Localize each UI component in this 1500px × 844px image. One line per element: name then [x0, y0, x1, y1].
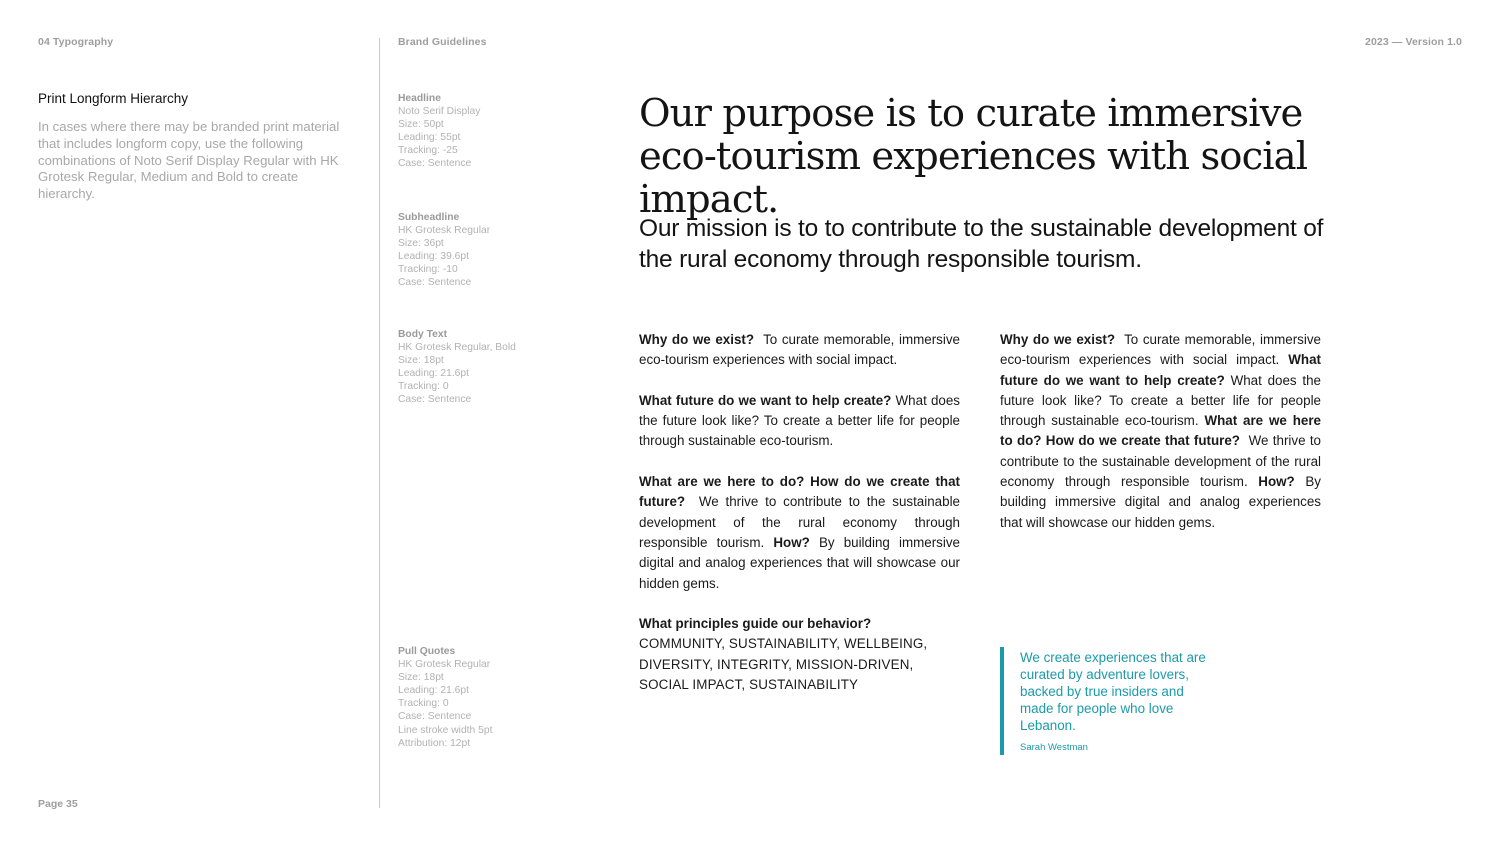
spec-line: Size: 36pt	[398, 238, 444, 250]
principles-label: What principles guide our behavior?	[639, 616, 872, 632]
body-answer: By building immersive digital and analog experiences that will showcase our hidden gems.	[1000, 474, 1321, 530]
spec-name: Headline	[398, 93, 441, 104]
pull-quote	[1000, 647, 1220, 755]
body-answer: By building immersive digital and analog experiences that will showcase our hidden gems.	[639, 534, 960, 591]
column-divider	[379, 38, 380, 808]
body-paragraph	[639, 472, 960, 594]
spec-line: Size: 18pt	[398, 672, 444, 684]
spec-line: Leading: 21.6pt	[398, 685, 469, 697]
section-title: Print Longform Hierarchy	[38, 91, 189, 106]
document-title: Brand Guidelines	[398, 36, 487, 48]
spec-line: Leading: 21.6pt	[398, 368, 469, 380]
sample-subheadline: Our mission is to to contribute to the sustainable development of the rural economy through responsible tourism.	[639, 215, 1324, 273]
pull-quote-attribution: Sarah Westman	[1020, 742, 1088, 753]
body-answer: To curate memorable, immersive eco-tourism experiences with social impact.	[639, 332, 960, 368]
spec-body-text	[398, 328, 516, 407]
spec-pull-quotes	[398, 645, 492, 750]
body-answer: What does the future look like? To create a better life for people through sustainable eco-tourism.	[639, 392, 960, 449]
spec-line: Tracking: 0	[398, 381, 449, 393]
spec-line: Leading: 39.6pt	[398, 251, 469, 263]
spec-line: Tracking: -10	[398, 264, 458, 276]
spec-headline	[398, 92, 480, 171]
spec-line: Case: Sentence	[398, 394, 472, 406]
spec-name: Subheadline	[398, 212, 460, 223]
spec-line: Tracking: -25	[398, 145, 458, 157]
body-column-right	[1000, 330, 1321, 553]
body-question: Why do we exist?	[1000, 332, 1116, 347]
spec-line: HK Grotesk Regular, Bold	[398, 342, 516, 354]
spec-line: Case: Sentence	[398, 277, 472, 289]
body-question: Why do we exist?	[639, 332, 755, 347]
body-question: What are we here to do? How do we create that future?	[639, 474, 960, 510]
spec-line: Attribution: 12pt	[398, 737, 471, 749]
body-paragraph	[639, 330, 960, 371]
body-answer: We thrive to contribute to the sustainable development of the rural economy through responsible tourism.	[1000, 433, 1322, 490]
spec-line: Line stroke width 5pt	[398, 724, 493, 736]
spec-name: Body Text	[398, 329, 448, 340]
body-answer: What does the future look like? To create a better life for people through sustainable eco-tourism.	[1000, 372, 1321, 429]
spec-subheadline	[398, 211, 490, 290]
pull-quote-text: We create experiences that are curated by adventure lovers, backed by true insiders and made for people who love Lebanon.	[1020, 650, 1206, 733]
body-paragraph	[639, 391, 960, 452]
body-question: How?	[1258, 474, 1295, 490]
spec-line: Case: Sentence	[398, 158, 472, 170]
spec-name: Pull Quotes	[398, 646, 456, 657]
section-description: In cases where there may be branded print material that includes longform copy, use the following combinations of Noto Serif Display Regular with HK Grotesk Regular, Medium and Bold to create hierarchy.	[38, 119, 340, 202]
spec-line: HK Grotesk Regular	[398, 659, 491, 671]
body-question: What future do we want to help create?	[1000, 352, 1321, 388]
body-answer: We thrive to contribute to the sustainable development of the rural economy through responsible tourism.	[639, 494, 960, 550]
body-question: What are we here to do? How do we create that future?	[1000, 413, 1321, 449]
page-number: Page 35	[38, 798, 78, 810]
body-column-left	[639, 330, 960, 695]
sample-headline: Our purpose is to curate immersive eco-tourism experiences with social impact.	[639, 91, 1308, 222]
body-question: What future do we want to help create?	[639, 392, 892, 408]
body-answer: To curate memorable, immersive eco-tourism experiences with social impact.	[1000, 332, 1321, 368]
spec-line: HK Grotesk Regular	[398, 225, 491, 237]
section-label: 04 Typography	[38, 36, 114, 48]
spec-line: Tracking: 0	[398, 698, 449, 710]
spec-line: Size: 18pt	[398, 355, 444, 367]
principles-list: COMMUNITY, SUSTAINABILITY, WELLBEING, DIVERSITY, INTEGRITY, MISSION-DRIVEN, SOCIAL IMPACT, SUSTAINABILITY	[639, 636, 928, 693]
spec-line: Size: 50pt	[398, 119, 444, 131]
spec-line: Noto Serif Display	[398, 106, 481, 118]
spec-line: Leading: 55pt	[398, 132, 461, 144]
body-question: How?	[773, 534, 810, 550]
body-paragraph	[1000, 330, 1321, 533]
spec-line: Case: Sentence	[398, 711, 472, 723]
version-label: 2023 — Version 1.0	[1365, 36, 1462, 48]
